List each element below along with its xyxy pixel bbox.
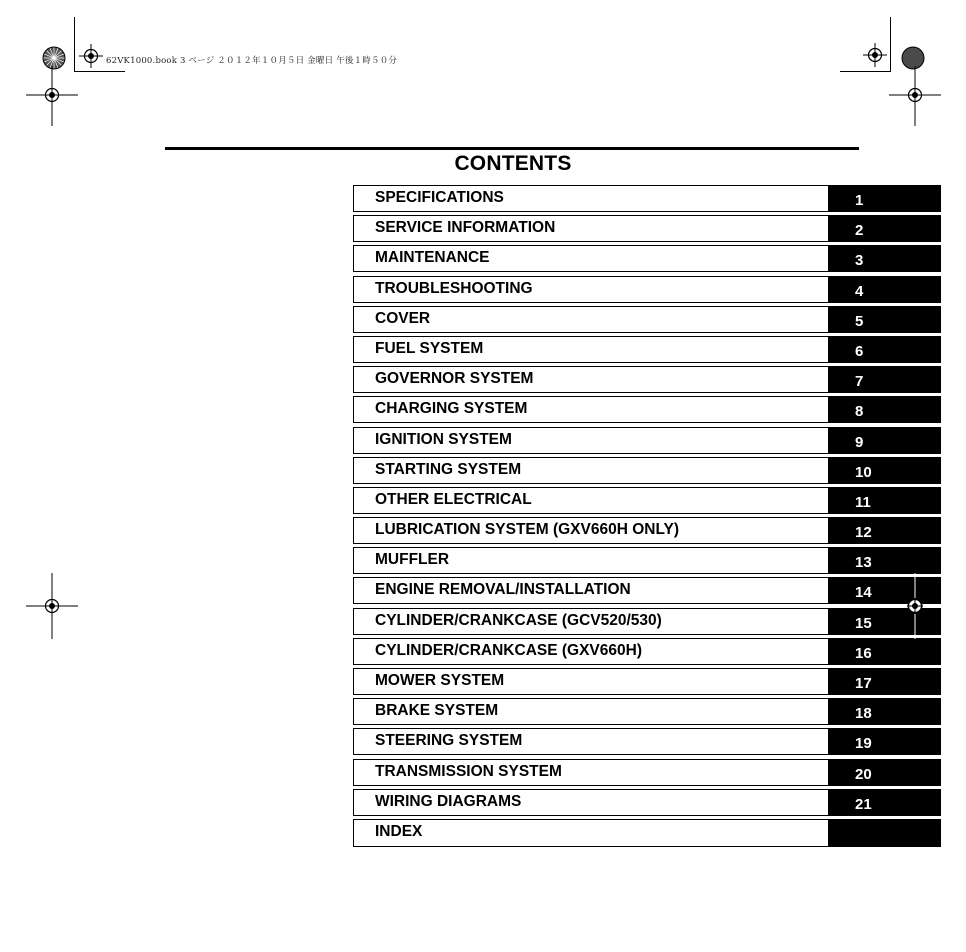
section-number-tab[interactable]: 15: [829, 608, 941, 635]
toc-row[interactable]: [353, 185, 941, 212]
page-title: CONTENTS: [454, 152, 572, 175]
toc-row[interactable]: [353, 276, 941, 303]
toc-row[interactable]: [353, 366, 941, 393]
toc-row[interactable]: [353, 759, 941, 786]
toc-row[interactable]: [353, 517, 941, 544]
toc-entry-label[interactable]: COVER: [353, 306, 829, 333]
section-number-tab[interactable]: 21: [829, 789, 941, 816]
section-number-tab[interactable]: 12: [829, 517, 941, 544]
section-number-tab[interactable]: 16: [829, 638, 941, 665]
toc-entry-label[interactable]: CYLINDER/CRANKCASE (GCV520/530): [353, 608, 829, 635]
section-number-tab[interactable]: 7: [829, 366, 941, 393]
section-number-tab[interactable]: 2: [829, 215, 941, 242]
section-number-tab[interactable]: 20: [829, 759, 941, 786]
toc-entry-label[interactable]: SERVICE INFORMATION: [353, 215, 829, 242]
registration-mark-icon: [79, 44, 103, 68]
toc-entry-label[interactable]: LUBRICATION SYSTEM (GXV660H ONLY): [353, 517, 829, 544]
title-rule: [165, 147, 859, 150]
section-number-tab[interactable]: [829, 819, 941, 847]
toc-entry-label[interactable]: TRANSMISSION SYSTEM: [353, 759, 829, 786]
toc-entry-label[interactable]: BRAKE SYSTEM: [353, 698, 829, 725]
toc-entry-label[interactable]: WIRING DIAGRAMS: [353, 789, 829, 816]
toc-row[interactable]: [353, 819, 941, 846]
toc-entry-label[interactable]: STARTING SYSTEM: [353, 457, 829, 484]
toc-entry-label[interactable]: SPECIFICATIONS: [353, 185, 829, 212]
toc-row[interactable]: [353, 638, 941, 665]
toc-entry-label[interactable]: FUEL SYSTEM: [353, 336, 829, 363]
toc-row[interactable]: [353, 245, 941, 272]
toc-row[interactable]: [353, 427, 941, 454]
section-number-tab[interactable]: 11: [829, 487, 941, 514]
registration-mark-icon: [902, 573, 928, 639]
toc-row[interactable]: [353, 698, 941, 725]
toc-entry-label[interactable]: CYLINDER/CRANKCASE (GXV660H): [353, 638, 829, 665]
print-header: 62VK1000.book 3 ページ ２０１２年１０月５日 金曜日 午後１時５０分: [106, 56, 398, 66]
toc-entry-label[interactable]: MUFFLER: [353, 547, 829, 574]
toc-row[interactable]: [353, 487, 941, 514]
toc-row[interactable]: [353, 336, 941, 363]
toc-entry-label[interactable]: STEERING SYSTEM: [353, 728, 829, 755]
toc-row[interactable]: [353, 789, 941, 816]
crop-mark-icon: [840, 71, 890, 72]
registration-mark-icon: [26, 573, 78, 639]
registration-mark-icon: [863, 43, 887, 67]
toc-entry-label[interactable]: GOVERNOR SYSTEM: [353, 366, 829, 393]
toc-row[interactable]: [353, 396, 941, 423]
section-number-tab[interactable]: 5: [829, 306, 941, 333]
toc-entry-label[interactable]: IGNITION SYSTEM: [353, 427, 829, 454]
toc-entry-label[interactable]: CHARGING SYSTEM: [353, 396, 829, 423]
toc-row[interactable]: [353, 728, 941, 755]
toc-row[interactable]: [353, 306, 941, 333]
toc-entry-label[interactable]: TROUBLESHOOTING: [353, 276, 829, 303]
toc-entry-label[interactable]: OTHER ELECTRICAL: [353, 487, 829, 514]
crop-mark-icon: [74, 17, 75, 72]
registration-mark-icon: [889, 66, 941, 126]
section-number-tab[interactable]: 8: [829, 396, 941, 423]
toc-row[interactable]: [353, 577, 941, 604]
toc-entry-label[interactable]: MAINTENANCE: [353, 245, 829, 272]
crop-mark-icon: [75, 71, 125, 72]
section-number-tab[interactable]: 14: [829, 577, 941, 604]
toc-entry-label[interactable]: INDEX: [353, 819, 829, 847]
section-number-tab[interactable]: 4: [829, 276, 941, 303]
section-number-tab[interactable]: 17: [829, 668, 941, 695]
toc-row[interactable]: [353, 668, 941, 695]
section-number-tab[interactable]: 9: [829, 427, 941, 454]
crop-mark-icon: [890, 17, 891, 72]
section-number-tab[interactable]: 6: [829, 336, 941, 363]
toc-row[interactable]: [353, 608, 941, 635]
toc-entry-label[interactable]: MOWER SYSTEM: [353, 668, 829, 695]
section-number-tab[interactable]: 1: [829, 185, 941, 212]
toc-row[interactable]: [353, 457, 941, 484]
toc-row[interactable]: [353, 215, 941, 242]
registration-mark-icon: [26, 66, 78, 126]
section-number-tab[interactable]: 13: [829, 547, 941, 574]
toc-entry-label[interactable]: ENGINE REMOVAL/INSTALLATION: [353, 577, 829, 604]
section-number-tab[interactable]: 3: [829, 245, 941, 272]
section-number-tab[interactable]: 18: [829, 698, 941, 725]
table-of-contents: [353, 185, 941, 849]
toc-row[interactable]: [353, 547, 941, 574]
section-number-tab[interactable]: 10: [829, 457, 941, 484]
section-number-tab[interactable]: 19: [829, 728, 941, 755]
